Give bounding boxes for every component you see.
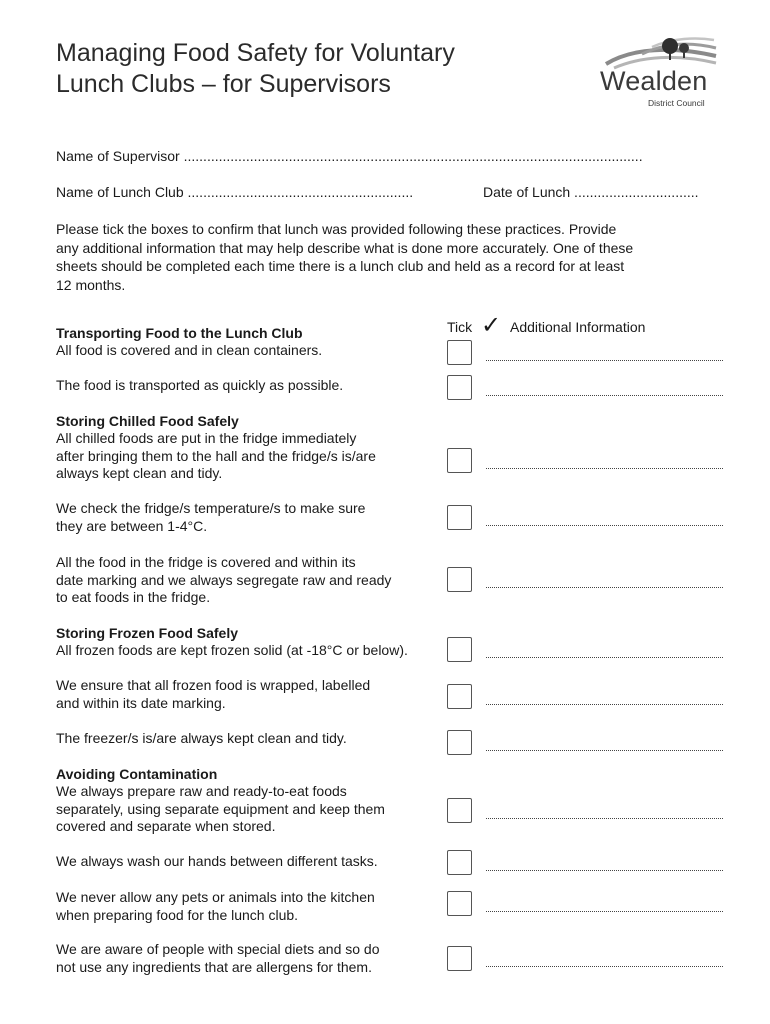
checklist-item [56, 377, 343, 395]
tick-column-header: Tick [447, 319, 473, 335]
additional-info-line[interactable] [486, 870, 723, 871]
section-title-transporting: Transporting Food to the Lunch Club [56, 325, 303, 341]
tick-checkbox[interactable] [447, 946, 472, 971]
item-text: We never allow any pets or animals into the kitchen [56, 889, 375, 905]
item-text: separately, using separate equipment and keep them [56, 800, 385, 817]
item-text: when preparing food for the lunch club. [56, 906, 299, 923]
instructions [56, 220, 716, 294]
checklist-item [56, 853, 378, 871]
additional-info-line[interactable] [486, 750, 723, 751]
item-text: always kept clean and tidy. [56, 465, 223, 482]
additional-info-line[interactable] [486, 657, 723, 658]
tick-checkbox[interactable] [447, 684, 472, 709]
additional-info-line[interactable] [486, 911, 723, 912]
tick-checkbox[interactable] [447, 340, 472, 365]
item-text: We always wash our hands between different tasks. [56, 853, 378, 869]
date-of-lunch-field[interactable]: Date of Lunch ................................ [483, 184, 699, 200]
item-text: date marking and we always segregate raw and ready [56, 571, 392, 588]
section-title-contamination: Avoiding Contamination [56, 766, 218, 782]
tick-checkbox[interactable] [447, 448, 472, 473]
additional-info-line[interactable] [486, 525, 723, 526]
tick-checkbox[interactable] [447, 891, 472, 916]
item-text: All chilled foods are put in the fridge immediately [56, 430, 357, 446]
tick-checkbox[interactable] [447, 375, 472, 400]
item-text: covered and separate when stored. [56, 818, 276, 835]
checklist-item [56, 554, 391, 607]
item-text: All the food in the fridge is covered and within its [56, 554, 356, 570]
checklist-item [56, 500, 365, 535]
checklist-item [56, 889, 375, 924]
title-line-2: Lunch Clubs – for Supervisors [56, 70, 391, 98]
logo-subtitle: District Council [648, 98, 705, 108]
checklist-item [56, 430, 376, 483]
lunch-club-name-field[interactable]: Name of Lunch Club .......................................................... [56, 184, 414, 200]
tick-checkbox[interactable] [447, 850, 472, 875]
item-text: We ensure that all frozen food is wrapped, labelled [56, 677, 371, 693]
additional-info-line[interactable] [486, 468, 723, 469]
title-line-1: Managing Food Safety for Voluntary [56, 39, 455, 67]
trees-logo-icon [592, 34, 722, 70]
item-text: The food is transported as quickly as possible. [56, 377, 344, 393]
tick-checkbox[interactable] [447, 637, 472, 662]
item-text: All food is covered and in clean containers. [56, 342, 323, 358]
checklist-item [56, 642, 408, 660]
instructions-line: sheets should be completed each time there is a lunch club and held as a record for at least [56, 258, 625, 274]
item-text: The freezer/s is/are always kept clean and tidy. [56, 730, 347, 746]
additional-info-column-header: Additional Information [510, 319, 646, 335]
tick-checkbox[interactable] [447, 798, 472, 823]
instructions-line: any additional information that may help describe what is done more accurately. One of these [56, 239, 634, 256]
item-text: We always prepare raw and ready-to-eat foods [56, 783, 347, 799]
checklist-item [56, 342, 322, 360]
checklist-item [56, 730, 347, 748]
instructions-line: 12 months. [56, 276, 126, 293]
additional-info-line[interactable] [486, 395, 723, 396]
additional-info-line[interactable] [486, 966, 723, 967]
item-text: We check the fridge/s temperature/s to make sure [56, 500, 366, 516]
additional-info-line[interactable] [486, 360, 723, 361]
tick-checkbox[interactable] [447, 567, 472, 592]
additional-info-line[interactable] [486, 587, 723, 588]
item-text: We are aware of people with special diets and so do [56, 941, 380, 957]
item-text: All frozen foods are kept frozen solid (at -18°C or below). [56, 642, 408, 658]
tick-checkbox[interactable] [447, 730, 472, 755]
additional-info-line[interactable] [486, 704, 723, 705]
supervisor-name-field[interactable]: Name of Supervisor ...................................................................................................................... [56, 148, 643, 164]
checklist-item [56, 941, 380, 976]
logo-wordmark: Wealden [600, 66, 708, 96]
item-text: and within its date marking. [56, 694, 226, 711]
section-title-frozen: Storing Frozen Food Safely [56, 625, 239, 641]
section-title-chilled: Storing Chilled Food Safely [56, 413, 239, 429]
additional-info-line[interactable] [486, 818, 723, 819]
tick-checkbox[interactable] [447, 505, 472, 530]
checklist-item [56, 677, 370, 712]
item-text: after bringing them to the hall and the fridge/s is/are [56, 447, 376, 464]
wealden-logo [592, 34, 722, 110]
item-text: to eat foods in the fridge. [56, 589, 211, 606]
tick-icon: ✓ [481, 312, 502, 339]
item-text: not use any ingredients that are allergens for them. [56, 958, 372, 975]
item-text: they are between 1-4°C. [56, 517, 208, 534]
page-title [56, 38, 455, 100]
instructions-line: Please tick the boxes to confirm that lunch was provided following these practices. Provide [56, 221, 617, 237]
checklist-item [56, 783, 385, 836]
